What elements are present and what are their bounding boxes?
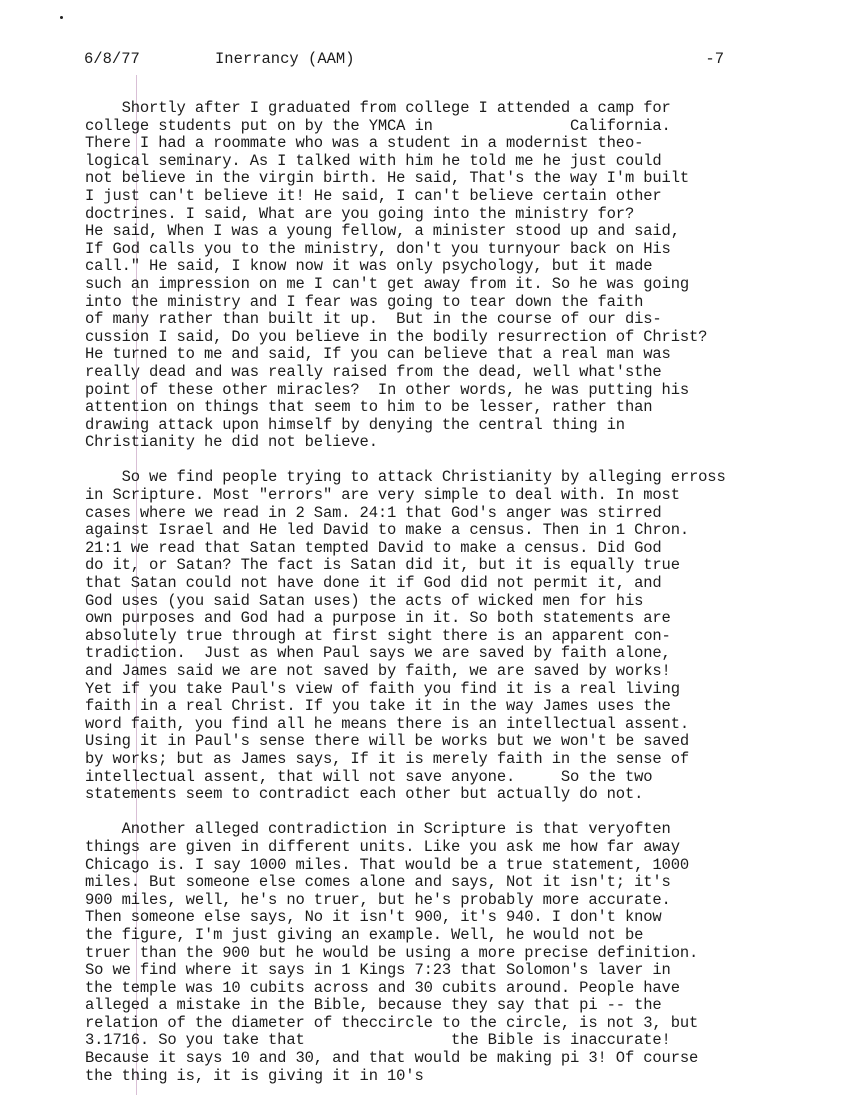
text-line: He turned to me and said, If you can believe that a real man was [85, 345, 671, 364]
text-line: the figure, I'm just giving an example. Well, he would not be [85, 925, 644, 944]
document-body [85, 100, 775, 1085]
text-line: own purposes and God had a purpose in it. So both statements are [85, 609, 671, 628]
text-line: He said, When I was a young fellow, a minister stood up and said, [85, 222, 680, 241]
text-line: statements seem to contradict each other but actually do not. [85, 785, 644, 804]
paragraph-1 [85, 100, 775, 452]
text-line: call." He said, I know now it was only psychology, but it made [85, 257, 653, 276]
text-line: drawing attack upon himself by denying the central thing in [85, 415, 625, 434]
text-line: against Israel and He led David to make a census. Then in 1 Chron. [85, 521, 690, 540]
text-line: doctrines. I said, What are you going into the ministry for? [85, 204, 635, 223]
text-line: truer than the 900 but he would be using a more precise definition. [85, 943, 699, 962]
text-line: into the ministry and I fear was going to tear down the faith [85, 292, 644, 311]
text-line: Chicago is. I say 1000 miles. That would be a true statement, 1000 [85, 855, 690, 874]
text-line: things are given in different units. Like you ask me how far away [85, 837, 680, 856]
text-line: the thing is, it is giving it in 10's [85, 1066, 424, 1085]
text-line: such an impression on me I can't get away from it. So he was going [85, 274, 690, 293]
text-line: There I had a roommate who was a student in a modernist theo- [85, 134, 644, 153]
text-line: miles. But someone else comes alone and says, Not it isn't; it's [85, 873, 671, 892]
paragraph-2 [85, 469, 775, 803]
text-line: 3.1716. So you take that the Bible is inaccurate! [85, 1031, 671, 1050]
text-line: Another alleged contradiction in Scripture is that veryoften [85, 820, 671, 839]
text-line: and James said we are not saved by faith, we are saved by works! [85, 662, 671, 680]
text-line: Because it says 10 and 30, and that would be making pi 3! Of course [85, 1049, 699, 1068]
text-line: college students put on by the YMCA in California. [85, 116, 671, 135]
text-line: faith in a real Christ. If you take it in the way James uses the [85, 697, 671, 716]
text-line: Using it in Paul's sense there will be works but we won't be saved [85, 732, 690, 751]
text-line: Christianity he did not believe. [85, 433, 378, 452]
text-line: cussion I said, Do you believe in the bodily resurrection of Christ? [85, 327, 708, 346]
header-title: Inerrancy (AAM) [215, 50, 355, 68]
text-line: If God calls you to the ministry, don't you turnyour back on His [85, 239, 671, 258]
text-line: tradiction. Just as when Paul says we are saved by faith alone, [85, 644, 671, 663]
text-line: of many rather than built it up. But in the course of our dis- [85, 310, 662, 329]
text-line: logical seminary. As I talked with him he told me he just could [85, 151, 662, 170]
header-page-number: -7 [705, 50, 724, 68]
text-line: alleged a mistake in the Bible, because they say that pi -- the [85, 996, 662, 1015]
text-line: by works; but as James says, If it is merely faith in the sense of [85, 749, 690, 768]
text-line: in Scripture. Most "errors" are very simple to deal with. In most [85, 486, 680, 505]
text-line: not believe in the virgin birth. He said, That's the way I'm built [85, 169, 690, 188]
text-line: God uses (you said Satan uses) the acts of wicked men for his [85, 591, 644, 610]
text-line: point of these other miracles? In other words, he was putting his [85, 380, 690, 399]
text-line: the temple was 10 cubits across and 30 cubits around. People have [85, 978, 680, 997]
text-line: intellectual assent, that will not save anyone. So the two [85, 767, 653, 786]
text-line: word faith, you find all he means there is an intellectual assent. [85, 714, 690, 733]
header-date: 6/8/77 [84, 50, 140, 68]
ink-speck [60, 16, 63, 19]
text-line: do it, or Satan? The fact is Satan did it, but it is equally true [85, 556, 680, 575]
text-line: Yet if you take Paul's view of faith you find it is a real living [85, 679, 680, 698]
text-line: Shortly after I graduated from college I attended a camp for [85, 99, 671, 117]
page-header [84, 48, 724, 70]
text-line: So we find where it says in 1 Kings 7:23 that Solomon's laver in [85, 961, 671, 980]
paragraph-3 [85, 821, 775, 1085]
text-line: 21:1 we read that Satan tempted David to make a census. Did God [85, 538, 662, 557]
text-line: I just can't believe it! He said, I can't believe certain other [85, 186, 662, 205]
text-line: attention on things that seem to him to be lesser, rather than [85, 398, 653, 417]
text-line: 900 miles, well, he's no truer, but he's probably more accurate. [85, 890, 671, 909]
text-line: cases where we read in 2 Sam. 24:1 that God's anger was stirred [85, 503, 662, 522]
text-line: absolutely true through at first sight there is an apparent con- [85, 626, 671, 645]
text-line: Then someone else says, No it isn't 900, it's 940. I don't know [85, 908, 662, 927]
text-line: really dead and was really raised from the dead, well what'sthe [85, 362, 662, 381]
text-line: that Satan could not have done it if God did not permit it, and [85, 574, 662, 593]
text-line: relation of the diameter of theccircle to the circle, is not 3, but [85, 1013, 699, 1032]
text-line: So we find people trying to attack Christianity by alleging erross [85, 468, 726, 487]
